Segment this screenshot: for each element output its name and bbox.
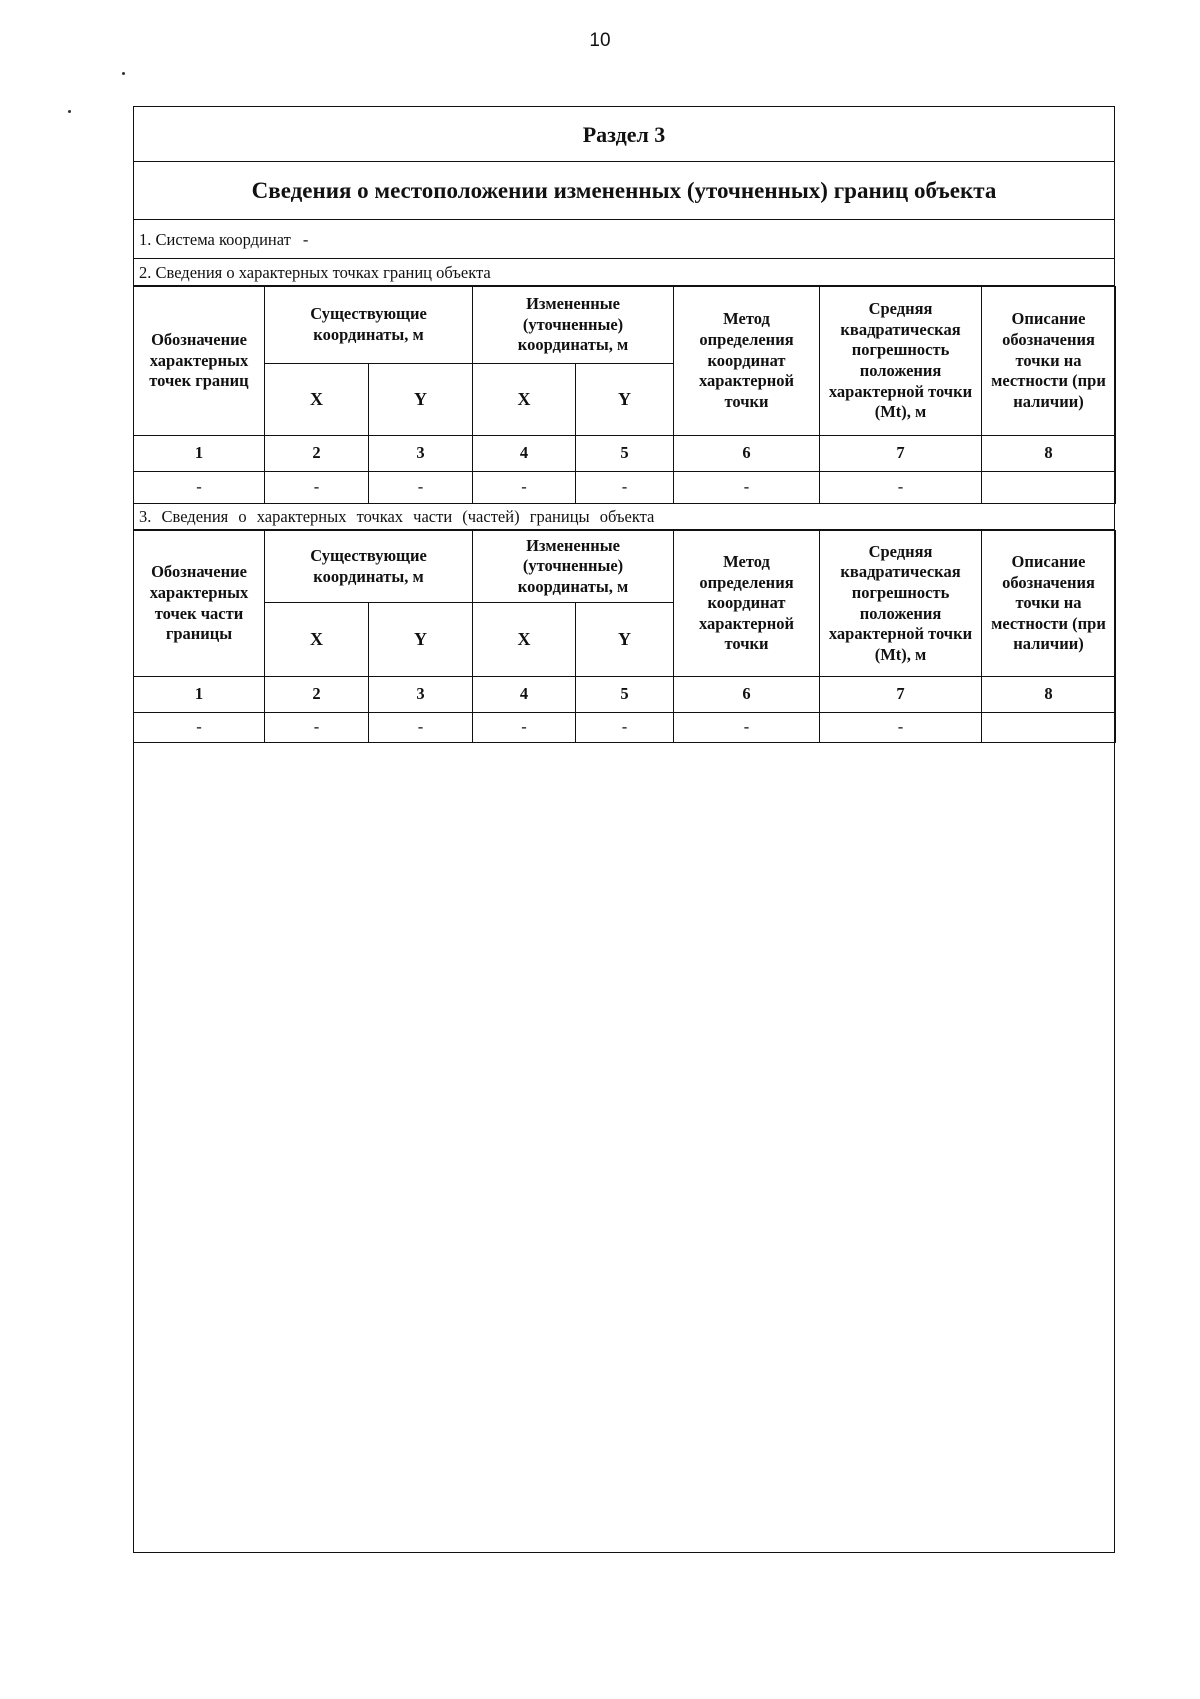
col-designation-header: Обозначение характерных точек части границы xyxy=(134,531,265,677)
existing-y-header: Y xyxy=(369,364,473,436)
table-cell: - xyxy=(134,472,265,504)
table-cell: - xyxy=(369,472,473,504)
table-cell: - xyxy=(369,713,473,743)
table-cell: - xyxy=(473,713,576,743)
section-title: Раздел 3 xyxy=(134,107,1114,162)
table-cell: - xyxy=(134,713,265,743)
table-cell: - xyxy=(820,472,982,504)
table-cell: - xyxy=(820,713,982,743)
section-frame xyxy=(133,106,1115,1553)
col-existing-coords-header: Существующие координаты, м xyxy=(265,287,473,364)
table-cell: - xyxy=(674,713,820,743)
column-number: 3 xyxy=(369,677,473,713)
col-changed-coords-header: Измененные (уточненные) координаты, м xyxy=(473,531,674,603)
column-number: 7 xyxy=(820,436,982,472)
scan-speck xyxy=(122,72,125,75)
changed-y-header: Y xyxy=(576,603,674,677)
section-subtitle: Сведения о местоположении измененных (уточненных) границ объекта xyxy=(134,162,1114,220)
col-designation-header: Обозначение характерных точек границ xyxy=(134,287,265,436)
column-numbers-row xyxy=(134,436,1116,472)
table-cell: - xyxy=(473,472,576,504)
column-number: 6 xyxy=(674,677,820,713)
col-method-header: Метод определения координат характерной точки xyxy=(674,531,820,677)
column-number: 1 xyxy=(134,436,265,472)
changed-y-header: Y xyxy=(576,364,674,436)
column-number: 6 xyxy=(674,436,820,472)
table-cell xyxy=(982,472,1116,504)
coordinate-system-label: 1. Система координат xyxy=(139,230,291,249)
table-cell: - xyxy=(265,713,369,743)
part-boundary-points-table xyxy=(133,530,1116,743)
column-number: 8 xyxy=(982,677,1116,713)
column-number: 5 xyxy=(576,436,674,472)
scan-speck xyxy=(68,110,71,113)
column-number: 4 xyxy=(473,436,576,472)
coordinate-system-line xyxy=(134,220,1114,259)
boundary-points-table xyxy=(133,286,1116,504)
table-cell: - xyxy=(674,472,820,504)
col-method-header: Метод определения координат характерной точки xyxy=(674,287,820,436)
boundary-points-heading: 2. Сведения о характерных точках границ объекта xyxy=(134,259,1114,286)
column-number: 2 xyxy=(265,677,369,713)
table-cell: - xyxy=(576,472,674,504)
changed-x-header: X xyxy=(473,364,576,436)
col-description-header: Описание обозначения точки на местности (при наличии) xyxy=(982,531,1116,677)
table-row xyxy=(134,713,1116,743)
column-number: 4 xyxy=(473,677,576,713)
col-description-header: Описание обозначения точки на местности (при наличии) xyxy=(982,287,1116,436)
changed-x-header: X xyxy=(473,603,576,677)
part-boundary-points-heading: 3. Сведения о характерных точках части (частей) границы объекта xyxy=(134,503,1114,530)
table-cell: - xyxy=(576,713,674,743)
table-row xyxy=(134,472,1116,504)
column-numbers-row xyxy=(134,677,1116,713)
existing-x-header: X xyxy=(265,364,369,436)
coordinate-system-value: - xyxy=(302,230,309,249)
col-error-header: Средняя квадратическая погрешность положения характерной точки (Mt), м xyxy=(820,531,982,677)
column-number: 2 xyxy=(265,436,369,472)
column-number: 5 xyxy=(576,677,674,713)
existing-y-header: Y xyxy=(369,603,473,677)
table-cell xyxy=(982,713,1116,743)
column-number: 7 xyxy=(820,677,982,713)
table-cell: - xyxy=(265,472,369,504)
column-number: 3 xyxy=(369,436,473,472)
column-number: 1 xyxy=(134,677,265,713)
col-existing-coords-header: Существующие координаты, м xyxy=(265,531,473,603)
existing-x-header: X xyxy=(265,603,369,677)
page-number: 10 xyxy=(589,30,611,51)
col-changed-coords-header: Измененные (уточненные) координаты, м xyxy=(473,287,674,364)
col-error-header: Средняя квадратическая погрешность положения характерной точки (Mt), м xyxy=(820,287,982,436)
column-number: 8 xyxy=(982,436,1116,472)
